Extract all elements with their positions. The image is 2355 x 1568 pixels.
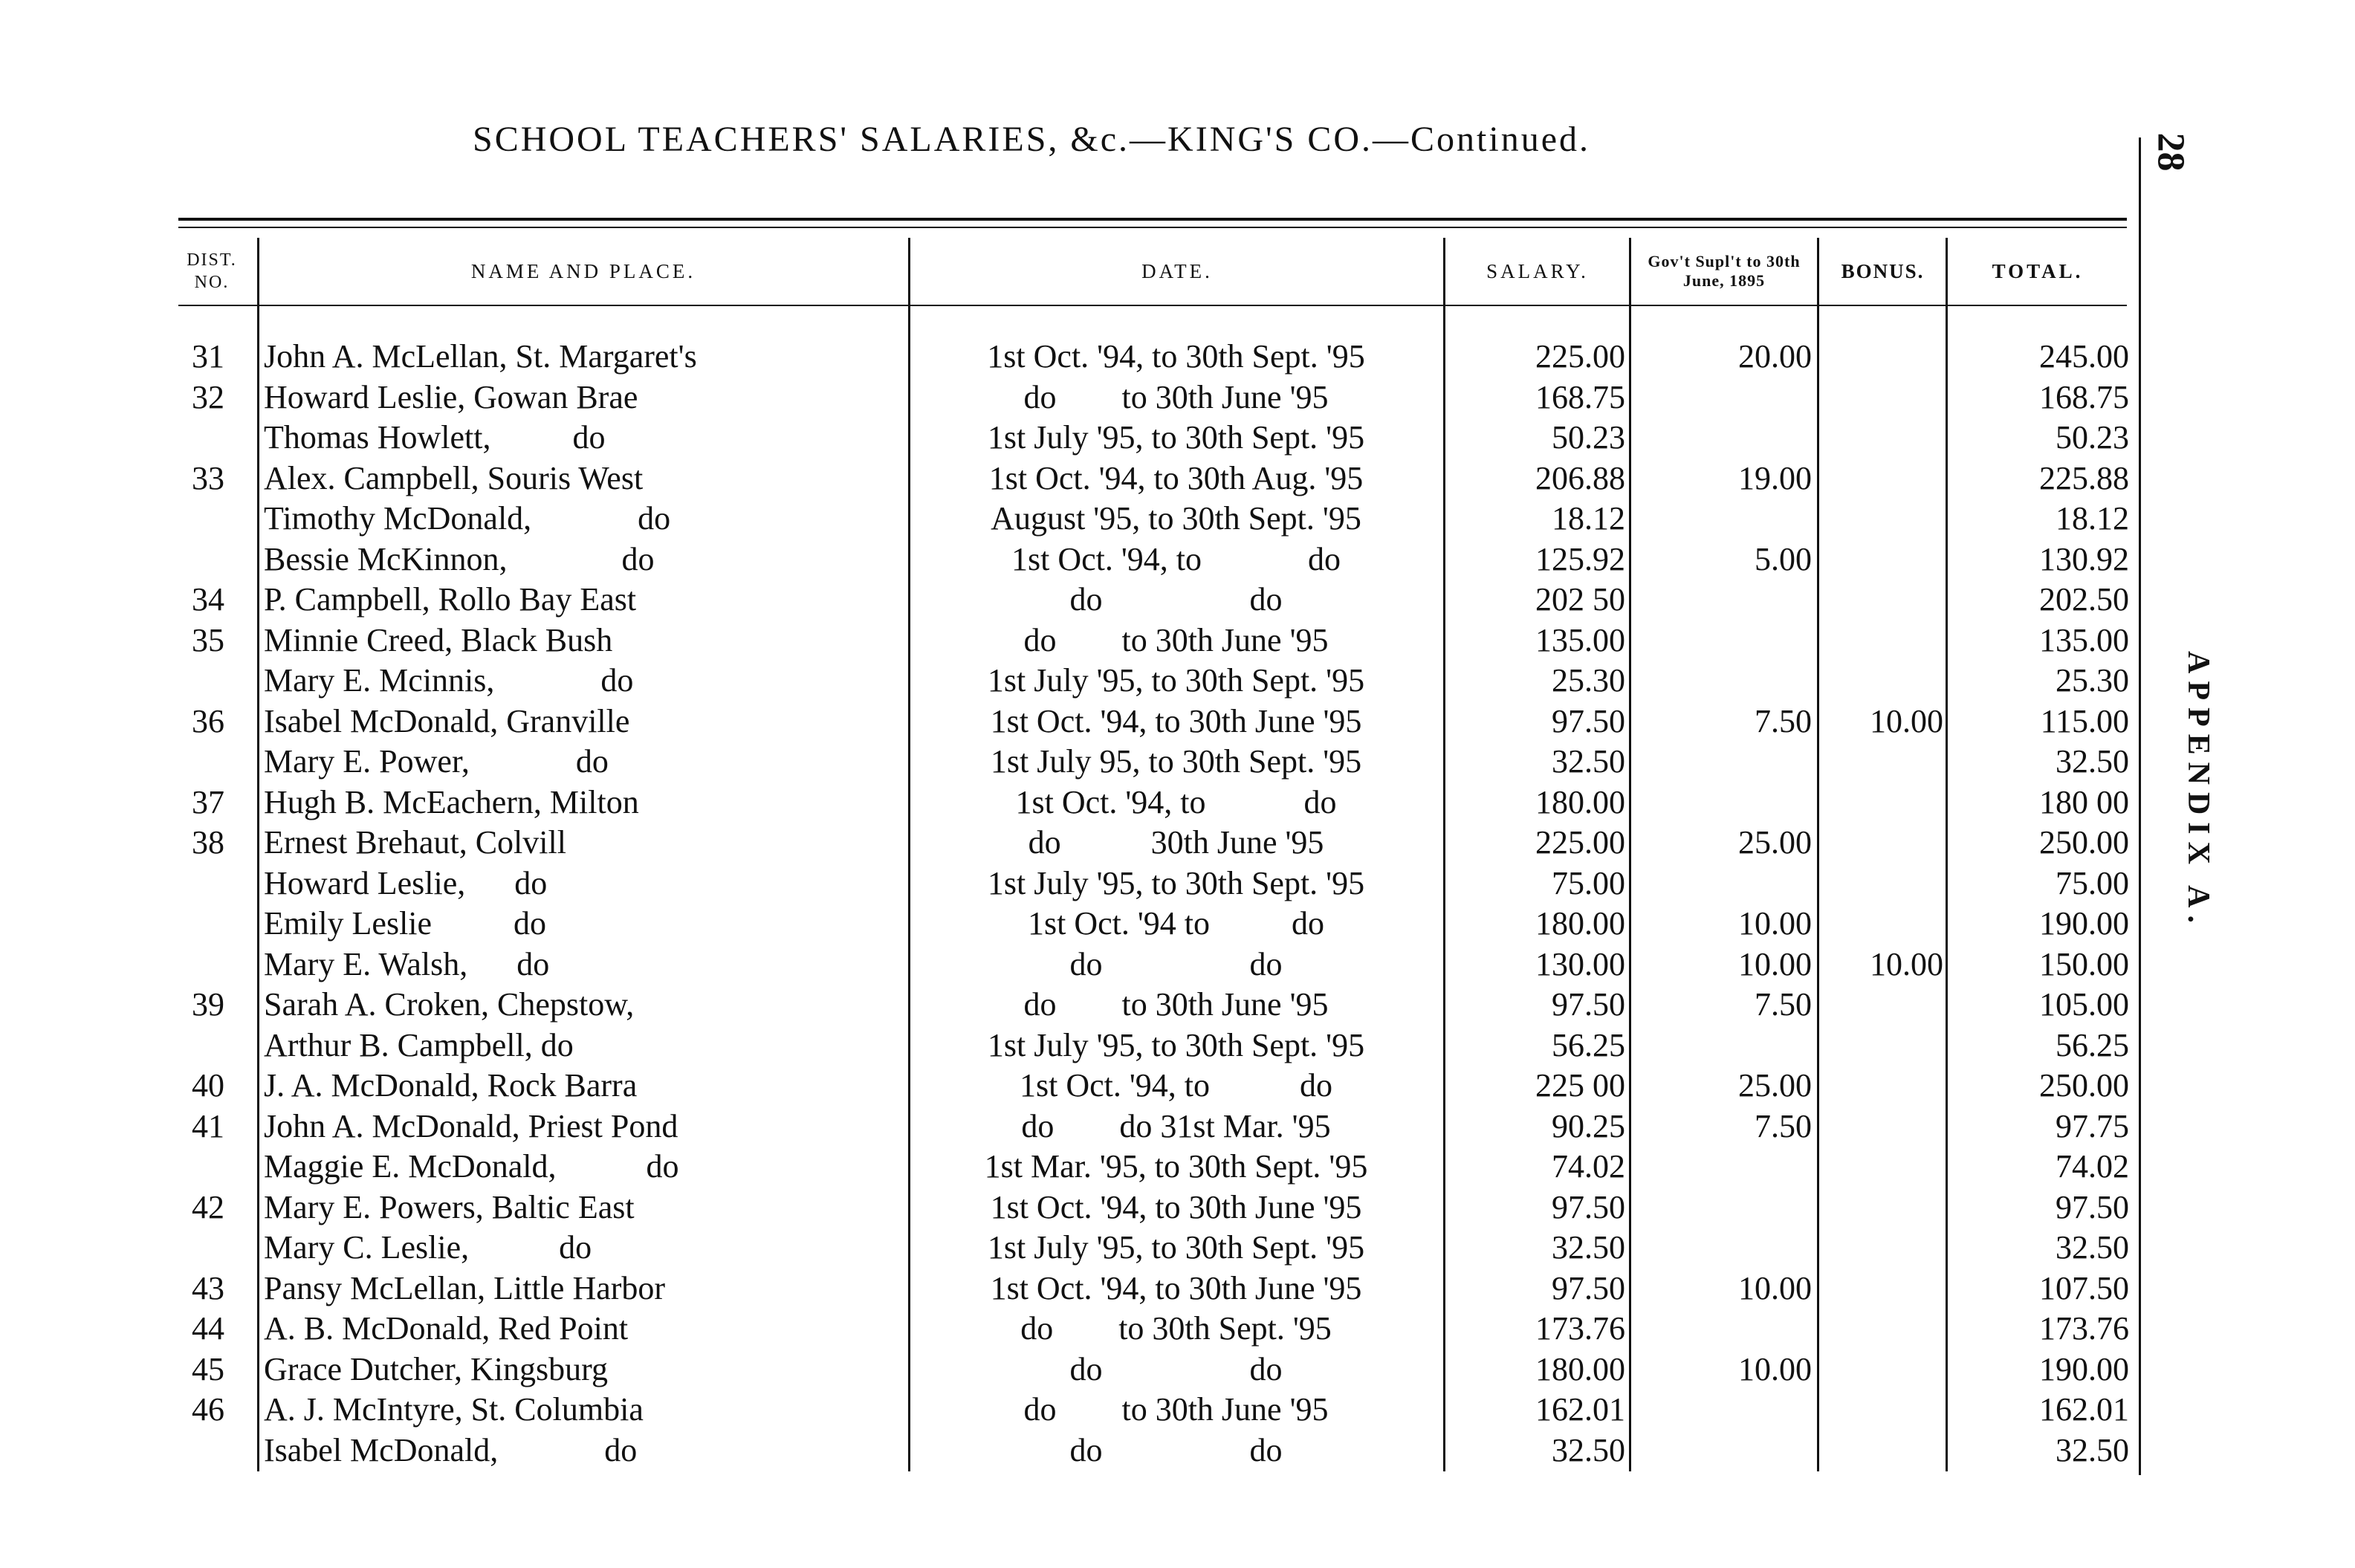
page-number: 28 xyxy=(2149,132,2192,172)
cell-salary: 97.50 xyxy=(1552,986,1625,1023)
cell-date: do to 30th Sept. '95 xyxy=(1020,1310,1332,1347)
cell-salary: 32.50 xyxy=(1552,743,1625,780)
cell-total: 50.23 xyxy=(2056,419,2129,456)
cell-salary: 97.50 xyxy=(1552,1188,1625,1225)
table-row xyxy=(0,621,2355,661)
cell-salary: 202 50 xyxy=(1535,581,1625,618)
cell-date: 1st Oct. '94, to 30th June '95 xyxy=(990,702,1362,739)
cell-name-and-place: Ernest Brehaut, Colvill xyxy=(264,824,566,861)
cell-total: 250.00 xyxy=(2039,1067,2129,1104)
cell-dist-no: 39 xyxy=(192,986,224,1023)
table-row xyxy=(0,418,2355,459)
cell-salary: 56.25 xyxy=(1552,1026,1625,1063)
cell-dist-no: 35 xyxy=(192,621,224,658)
cell-gov-supplement: 5.00 xyxy=(1755,540,1812,577)
cell-gov-supplement: 7.50 xyxy=(1755,702,1812,739)
cell-dist-no: 31 xyxy=(192,338,224,375)
table-row xyxy=(0,580,2355,621)
cell-name-and-place: Minnie Creed, Black Bush xyxy=(264,621,613,658)
cell-dist-no: 36 xyxy=(192,702,224,739)
cell-salary: 74.02 xyxy=(1552,1148,1625,1185)
page-title: SCHOOL TEACHERS' SALARIES, &c.—KING'S CO.—Continued. xyxy=(473,120,1591,159)
cell-dist-no: 34 xyxy=(192,581,224,618)
cell-gov-supplement: 7.50 xyxy=(1755,1107,1812,1144)
cell-name-and-place: Emily Leslie do xyxy=(264,905,547,942)
cell-total: 25.30 xyxy=(2056,662,2129,699)
table-top-rule xyxy=(178,218,2127,221)
cell-salary: 180.00 xyxy=(1535,783,1625,820)
cell-name-and-place: A. B. McDonald, Red Point xyxy=(264,1310,629,1347)
table-row xyxy=(0,1269,2355,1309)
cell-date: 1st Oct. '94, to do xyxy=(1015,783,1337,820)
cell-salary: 162.01 xyxy=(1535,1391,1625,1428)
cell-salary: 32.50 xyxy=(1552,1431,1625,1468)
cell-salary: 225.00 xyxy=(1535,338,1625,375)
cell-salary: 135.00 xyxy=(1535,621,1625,658)
cell-salary: 125.92 xyxy=(1535,540,1625,577)
cell-name-and-place: Mary E. Mcinnis, do xyxy=(264,662,634,699)
cell-date: 1st July 95, to 30th Sept. '95 xyxy=(990,743,1362,780)
table-row xyxy=(0,661,2355,702)
cell-name-and-place: Hugh B. McEachern, Milton xyxy=(264,783,639,820)
cell-total: 190.00 xyxy=(2039,1350,2129,1387)
cell-gov-supplement: 10.00 xyxy=(1738,905,1812,942)
cell-salary: 168.75 xyxy=(1535,378,1625,415)
cell-date: 1st Mar. '95, to 30th Sept. '95 xyxy=(984,1148,1368,1185)
cell-total: 18.12 xyxy=(2056,500,2129,537)
cell-name-and-place: Alex. Campbell, Souris West xyxy=(264,459,644,496)
cell-gov-supplement: 10.00 xyxy=(1738,945,1812,982)
header-dist: DIST. NO. xyxy=(187,250,237,292)
cell-total: 225.88 xyxy=(2039,459,2129,496)
cell-date: 1st Oct. '94, to 30th Aug. '95 xyxy=(988,459,1364,496)
cell-salary: 206.88 xyxy=(1535,459,1625,496)
cell-name-and-place: Howard Leslie, Gowan Brae xyxy=(264,378,638,415)
table-row xyxy=(0,499,2355,540)
cell-total: 97.75 xyxy=(2056,1107,2129,1144)
header-total: TOTAL. xyxy=(1992,260,2084,282)
appendix-label: APPENDIX A. xyxy=(2181,650,2216,931)
cell-date: 1st July '95, to 30th Sept. '95 xyxy=(987,1026,1365,1063)
table-row xyxy=(0,1228,2355,1269)
cell-salary: 90.25 xyxy=(1552,1107,1625,1144)
cell-name-and-place: Mary C. Leslie, do xyxy=(264,1229,592,1266)
cell-dist-no: 44 xyxy=(192,1310,224,1347)
cell-date: 1st July '95, to 30th Sept. '95 xyxy=(987,1229,1365,1266)
cell-total: 135.00 xyxy=(2039,621,2129,658)
cell-salary: 97.50 xyxy=(1552,702,1625,739)
cell-gov-supplement: 19.00 xyxy=(1738,459,1812,496)
cell-total: 202.50 xyxy=(2039,581,2129,618)
table-row xyxy=(0,459,2355,499)
cell-dist-no: 33 xyxy=(192,459,224,496)
cell-total: 105.00 xyxy=(2039,986,2129,1023)
cell-total: 173.76 xyxy=(2039,1310,2129,1347)
cell-total: 115.00 xyxy=(2040,702,2129,739)
cell-total: 32.50 xyxy=(2056,1431,2129,1468)
cell-gov-supplement: 25.00 xyxy=(1738,1067,1812,1104)
cell-name-and-place: Maggie E. McDonald, do xyxy=(264,1148,679,1185)
cell-name-and-place: Thomas Howlett, do xyxy=(264,419,606,456)
cell-date: do to 30th June '95 xyxy=(1023,378,1329,415)
cell-date: do do 31st Mar. '95 xyxy=(1021,1107,1331,1144)
cell-name-and-place: Pansy McLellan, Little Harbor xyxy=(264,1269,666,1306)
table-row xyxy=(0,1431,2355,1471)
cell-salary: 130.00 xyxy=(1535,945,1625,982)
cell-name-and-place: Isabel McDonald, Granville xyxy=(264,702,630,739)
cell-date: 1st Oct. '94, to 30th June '95 xyxy=(990,1188,1362,1225)
cell-name-and-place: Mary E. Powers, Baltic East xyxy=(264,1188,635,1225)
cell-dist-no: 37 xyxy=(192,783,224,820)
cell-date: 1st Oct. '94, to do xyxy=(1011,540,1341,577)
cell-name-and-place: Sarah A. Croken, Chepstow, xyxy=(264,986,635,1023)
cell-date: 1st July '95, to 30th Sept. '95 xyxy=(987,419,1365,456)
cell-bonus: 10.00 xyxy=(1870,702,1943,739)
table-row xyxy=(0,378,2355,418)
table-top-rule-2 xyxy=(178,227,2127,228)
header-bonus: BONUS. xyxy=(1841,260,1925,282)
cell-total: 32.50 xyxy=(2056,1229,2129,1266)
cell-date: 1st Oct. '94, to 30th June '95 xyxy=(990,1269,1362,1306)
cell-name-and-place: Arthur B. Campbell, do xyxy=(264,1026,574,1063)
cell-gov-supplement: 7.50 xyxy=(1755,986,1812,1023)
cell-salary: 18.12 xyxy=(1552,500,1625,537)
cell-date: 1st Oct. '94, to do xyxy=(1019,1067,1333,1104)
table-row xyxy=(0,1390,2355,1431)
table-row xyxy=(0,1066,2355,1107)
cell-salary: 180.00 xyxy=(1535,905,1625,942)
cell-total: 190.00 xyxy=(2039,905,2129,942)
cell-salary: 225.00 xyxy=(1535,824,1625,861)
cell-salary: 173.76 xyxy=(1535,1310,1625,1347)
cell-total: 130.92 xyxy=(2039,540,2129,577)
cell-date: do do xyxy=(1069,945,1283,982)
cell-total: 168.75 xyxy=(2039,378,2129,415)
table-row xyxy=(0,783,2355,823)
cell-date: 1st July '95, to 30th Sept. '95 xyxy=(987,662,1365,699)
cell-name-and-place: Mary E. Walsh, do xyxy=(264,945,550,982)
cell-date: do to 30th June '95 xyxy=(1023,986,1329,1023)
cell-name-and-place: Isabel McDonald, do xyxy=(264,1431,638,1468)
cell-total: 107.50 xyxy=(2039,1269,2129,1306)
cell-name-and-place: John A. McDonald, Priest Pond xyxy=(264,1107,678,1144)
cell-dist-no: 46 xyxy=(192,1391,224,1428)
table-row xyxy=(0,823,2355,864)
cell-total: 75.00 xyxy=(2056,864,2129,901)
table-row xyxy=(0,1309,2355,1350)
cell-salary: 50.23 xyxy=(1552,419,1625,456)
cell-total: 245.00 xyxy=(2039,338,2129,375)
cell-total: 180 00 xyxy=(2039,783,2129,820)
cell-gov-supplement: 25.00 xyxy=(1738,824,1812,861)
cell-total: 97.50 xyxy=(2056,1188,2129,1225)
cell-date: 1st Oct. '94 to do xyxy=(1027,905,1325,942)
cell-bonus: 10.00 xyxy=(1870,945,1943,982)
cell-salary: 180.00 xyxy=(1535,1350,1625,1387)
header-bottom-rule xyxy=(178,305,2127,306)
cell-gov-supplement: 20.00 xyxy=(1738,338,1812,375)
cell-date: do do xyxy=(1069,1350,1283,1387)
cell-date: 1st July '95, to 30th Sept. '95 xyxy=(987,864,1365,901)
table-body xyxy=(0,337,2355,1471)
cell-salary: 32.50 xyxy=(1552,1229,1625,1266)
cell-name-and-place: John A. McLellan, St. Margaret's xyxy=(264,338,697,375)
cell-date: do do xyxy=(1069,1431,1283,1468)
table-row xyxy=(0,742,2355,783)
cell-gov-supplement: 10.00 xyxy=(1738,1350,1812,1387)
cell-dist-no: 38 xyxy=(192,824,224,861)
table-row xyxy=(0,1350,2355,1390)
cell-name-and-place: Bessie McKinnon, do xyxy=(264,540,655,577)
cell-total: 32.50 xyxy=(2056,743,2129,780)
table-row xyxy=(0,1147,2355,1188)
cell-dist-no: 32 xyxy=(192,378,224,415)
table-row xyxy=(0,1107,2355,1147)
cell-date: do 30th June '95 xyxy=(1028,824,1324,861)
cell-name-and-place: Timothy McDonald, do xyxy=(264,500,671,537)
cell-dist-no: 43 xyxy=(192,1269,224,1306)
cell-salary: 75.00 xyxy=(1552,864,1625,901)
cell-gov-supplement: 10.00 xyxy=(1738,1269,1812,1306)
cell-dist-no: 40 xyxy=(192,1067,224,1104)
table-row xyxy=(0,540,2355,580)
header-salary: SALARY. xyxy=(1486,260,1589,282)
table-row xyxy=(0,1188,2355,1228)
cell-salary: 25.30 xyxy=(1552,662,1625,699)
cell-total: 250.00 xyxy=(2039,824,2129,861)
cell-name-and-place: J. A. McDonald, Rock Barra xyxy=(264,1067,638,1104)
cell-name-and-place: Mary E. Power, do xyxy=(264,743,609,780)
cell-name-and-place: A. J. McIntyre, St. Columbia xyxy=(264,1391,644,1428)
cell-dist-no: 41 xyxy=(192,1107,224,1144)
table-row xyxy=(0,864,2355,904)
cell-date: August '95, to 30th Sept. '95 xyxy=(991,500,1361,537)
table-row xyxy=(0,945,2355,985)
table-row xyxy=(0,904,2355,945)
cell-date: do to 30th June '95 xyxy=(1023,1391,1329,1428)
table-row xyxy=(0,985,2355,1026)
cell-dist-no: 42 xyxy=(192,1188,224,1225)
cell-salary: 225 00 xyxy=(1535,1067,1625,1104)
header-name: NAME AND PLACE. xyxy=(470,260,696,282)
cell-date: do to 30th June '95 xyxy=(1023,621,1329,658)
cell-dist-no: 45 xyxy=(192,1350,224,1387)
cell-total: 150.00 xyxy=(2039,945,2129,982)
cell-name-and-place: P. Campbell, Rollo Bay East xyxy=(264,581,637,618)
cell-date: 1st Oct. '94, to 30th Sept. '95 xyxy=(987,338,1365,375)
cell-salary: 97.50 xyxy=(1552,1269,1625,1306)
cell-name-and-place: Grace Dutcher, Kingsburg xyxy=(264,1350,608,1387)
table-row xyxy=(0,1026,2355,1066)
cell-total: 74.02 xyxy=(2056,1148,2129,1185)
table-row xyxy=(0,337,2355,378)
cell-date: do do xyxy=(1069,581,1283,618)
table-row xyxy=(0,702,2355,742)
cell-name-and-place: Howard Leslie, do xyxy=(264,864,548,901)
header-gov-supplement: Gov't Supl't to 30th June, 1895 xyxy=(1648,252,1801,290)
header-date: DATE. xyxy=(1141,260,1213,282)
cell-total: 162.01 xyxy=(2039,1391,2129,1428)
cell-total: 56.25 xyxy=(2056,1026,2129,1063)
